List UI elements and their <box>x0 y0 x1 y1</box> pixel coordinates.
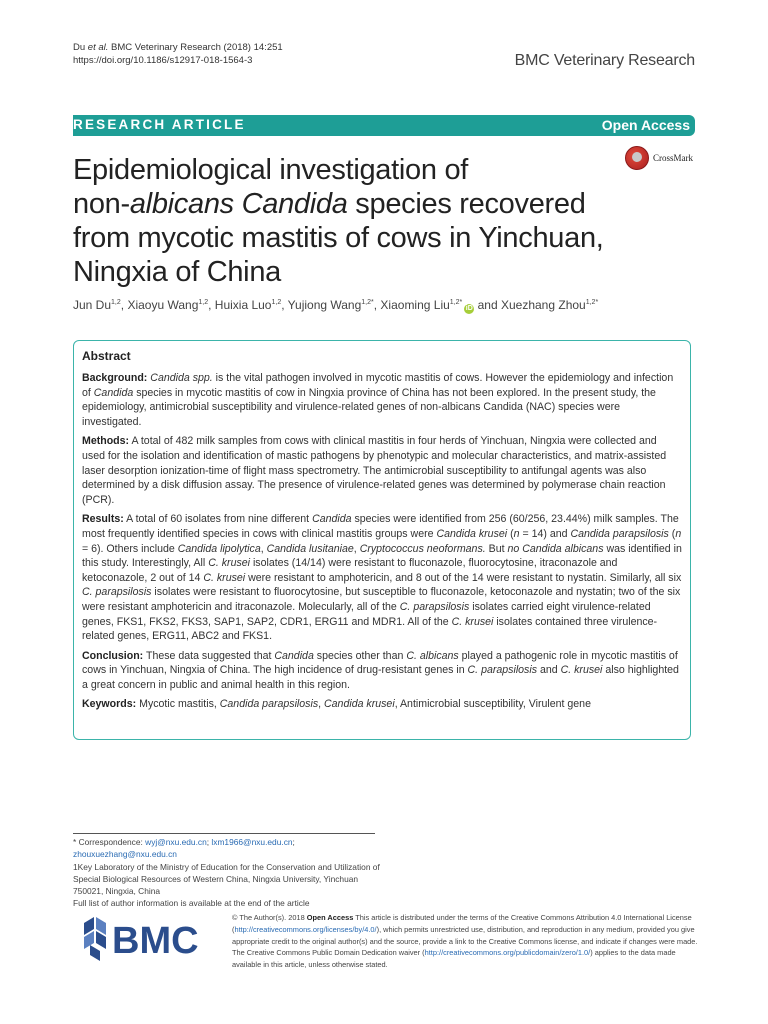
orcid-icon[interactable]: iD <box>465 305 473 312</box>
author[interactable]: Jun Du$^{1,2}$ <box>73 298 121 312</box>
title-line-1: Epidemiological investigation of <box>73 154 469 186</box>
citation-et-al: et al. <box>87 42 109 53</box>
bmc-logo-mark <box>84 917 106 961</box>
author[interactable]: Xuezhang Zhou$^{1,2*}$ <box>500 298 599 312</box>
footnote-divider <box>73 833 375 834</box>
footnotes <box>73 836 383 910</box>
author-list: Jun Du$^{1,2}$, Xiaoyu Wang$^{1,2}$, Huixia Luo$^{1,2}$, Yujiong Wang$^{1,2*}$, Xiaoming Liu$^{1,2*}$iD and Xuezhang Zhou$^{1,2*}$ <box>73 298 599 312</box>
abstract-conclusion: Conclusion: These data suggested that Candida species other than C. albicans played a pathogenic role in mycotic mastitis of cows in Yinchuan, Ningxia of China. The high incidence of drug-resistant genes in C. parapsilosis and C. krusei also highlighted a great concern in public and animal health in this region. <box>82 649 679 691</box>
title-line-2: non-albicans Candida species recovered <box>73 188 586 220</box>
author[interactable]: Xiaoyu Wang$^{1,2}$ <box>127 298 209 312</box>
journal-name: BMC Veterinary Research <box>514 52 695 69</box>
abstract-background: Background: Candida spp. is the vital pathogen involved in mycotic mastitis of cows. However the epidemiology and infection of Candida species in mycotic mastitis of cow in Ningxia province of China has not been explored. In the present study, the epidemiology, antimicrobial susceptibility and virulence-related genes of non-albicans Candida (NAC) species were investigated. <box>82 372 674 428</box>
doi-link[interactable]: https://doi.org/10.1186/s12917-018-1564-3 <box>73 55 253 66</box>
abstract-methods: Methods: A total of 482 milk samples from cows with clinical mastitis in four herds of Yinchuan, Ningxia were collected and used for the isolation and identification of mastic pathogens by phenotypic and molecular characteristics, and matrix-assisted laser desorption ionization-time of flight mass spectrometry. The antimicrobial susceptibility to antifungal agents was also determined by a disk diffusion assay. The presence of virulence-related genes was determined by polymerase chain reaction (PCR). <box>82 435 667 506</box>
correspondence: * Correspondence: wyj@nxu.edu.cn; lxm1966@nxu.edu.cn; <box>73 837 295 847</box>
citation-journal-year: BMC Veterinary Research (2018) 14:251 <box>111 42 283 53</box>
email-link[interactable]: zhouxuezhang@nxu.edu.cn <box>73 849 177 860</box>
email-link[interactable]: wyj@nxu.edu.cn <box>145 837 207 847</box>
open-access-label: Open Access <box>601 117 690 133</box>
crossmark-badge[interactable] <box>625 146 693 170</box>
article-type-banner <box>73 115 695 136</box>
abstract-box <box>73 340 691 740</box>
citation-header <box>73 41 283 67</box>
author[interactable]: Yujiong Wang$^{1,2*}$ <box>287 298 374 312</box>
bmc-logo-text: BMC <box>112 920 199 962</box>
license-link[interactable]: http://creativecommons.org/licenses/by/4.0/ <box>234 924 377 934</box>
author[interactable]: Xiaoming Liu$^{1,2*}$ <box>380 298 463 312</box>
email-link[interactable]: lxm1966@nxu.edu.cn <box>211 837 293 847</box>
article-type: RESEARCH ARTICLE <box>73 117 246 132</box>
bmc-logo[interactable] <box>80 913 220 963</box>
abstract-keywords: Keywords: Mycotic mastitis, Candida parapsilosis, Candida krusei, Antimicrobial susceptibility, Virulent gene <box>82 698 591 711</box>
abstract-heading: Abstract <box>82 349 131 363</box>
title-line-4: Ningxia of China <box>73 256 281 288</box>
author[interactable]: Huixia Luo$^{1,2}$ <box>214 298 282 312</box>
full-author-info-note: Full list of author information is available at the end of the article <box>73 898 310 909</box>
abstract-results: Results: A total of 60 isolates from nine different Candida species were identified from 256 (60/256, 23.44%) milk samples. The most frequently identified species in cows with clinical mastitis groups were Candida krusei (n = 14) and Candida parapsilosis (n = 6). Others include Candida lipolytica, Candida lusitaniae, Cryptococcus neoformans. But no Candida albicans was identified in this study. Interestingly, All C. krusei isolates (14/14) were resistant to fluconazole, fluorocytosine, itraconazole and ketoconazole, 2 out of 14 C. krusei were resistant to amphotericin, and 8 out of the 14 were resistant to nystatin. Similarly, all six C. parapsilosis isolates were resistant to fluorocytosine, but susceptible to fluconazole, ketoconazole and nystatin; two of the six were resistant amphotericin and itraconazole. Molecularly, all of the C. parapsilosis isolates carried eight virulence-related genes, FKS1, FKS2, FKS3, SAP1, SAP2, CDR1, ERG11 and MDR1. All of the C. krusei isolates contained three virulence-related genes, ERG11, ABC2 and FKS1. <box>82 513 682 643</box>
license-statement: © The Author(s). 2018 Open Access This article is distributed under the terms of the Creative Commons Attribution 4.0 International License (http://creativecommons.org/licenses/by/4.0/), which permits unrestricted use, distribution, and reproduction in any medium, provided you give appropriate credit to the original author(s) and the source, provide a link to the Creative Commons license, and indicate if changes were made. The Creative Commons Public Domain Dedication waiver (http://creativecommons.org/publicdomain/zero/1.0/) applies to the data made available in this article, unless otherwise stated. <box>232 913 698 970</box>
affiliation-1: 1Key Laboratory of the Ministry of Education for the Conservation and Utilization of Special Biological Resources of Western China, Ningxia University, Yinchuan 750021, Ningxia, China <box>73 861 380 897</box>
crossmark-label: CrossMark <box>653 153 693 163</box>
article-title <box>73 153 633 289</box>
waiver-link[interactable]: http://creativecommons.org/publicdomain/zero/1.0/ <box>424 948 591 958</box>
title-line-3: from mycotic mastitis of cows in Yinchuan, <box>73 222 604 254</box>
citation-authors: Du <box>73 42 86 53</box>
